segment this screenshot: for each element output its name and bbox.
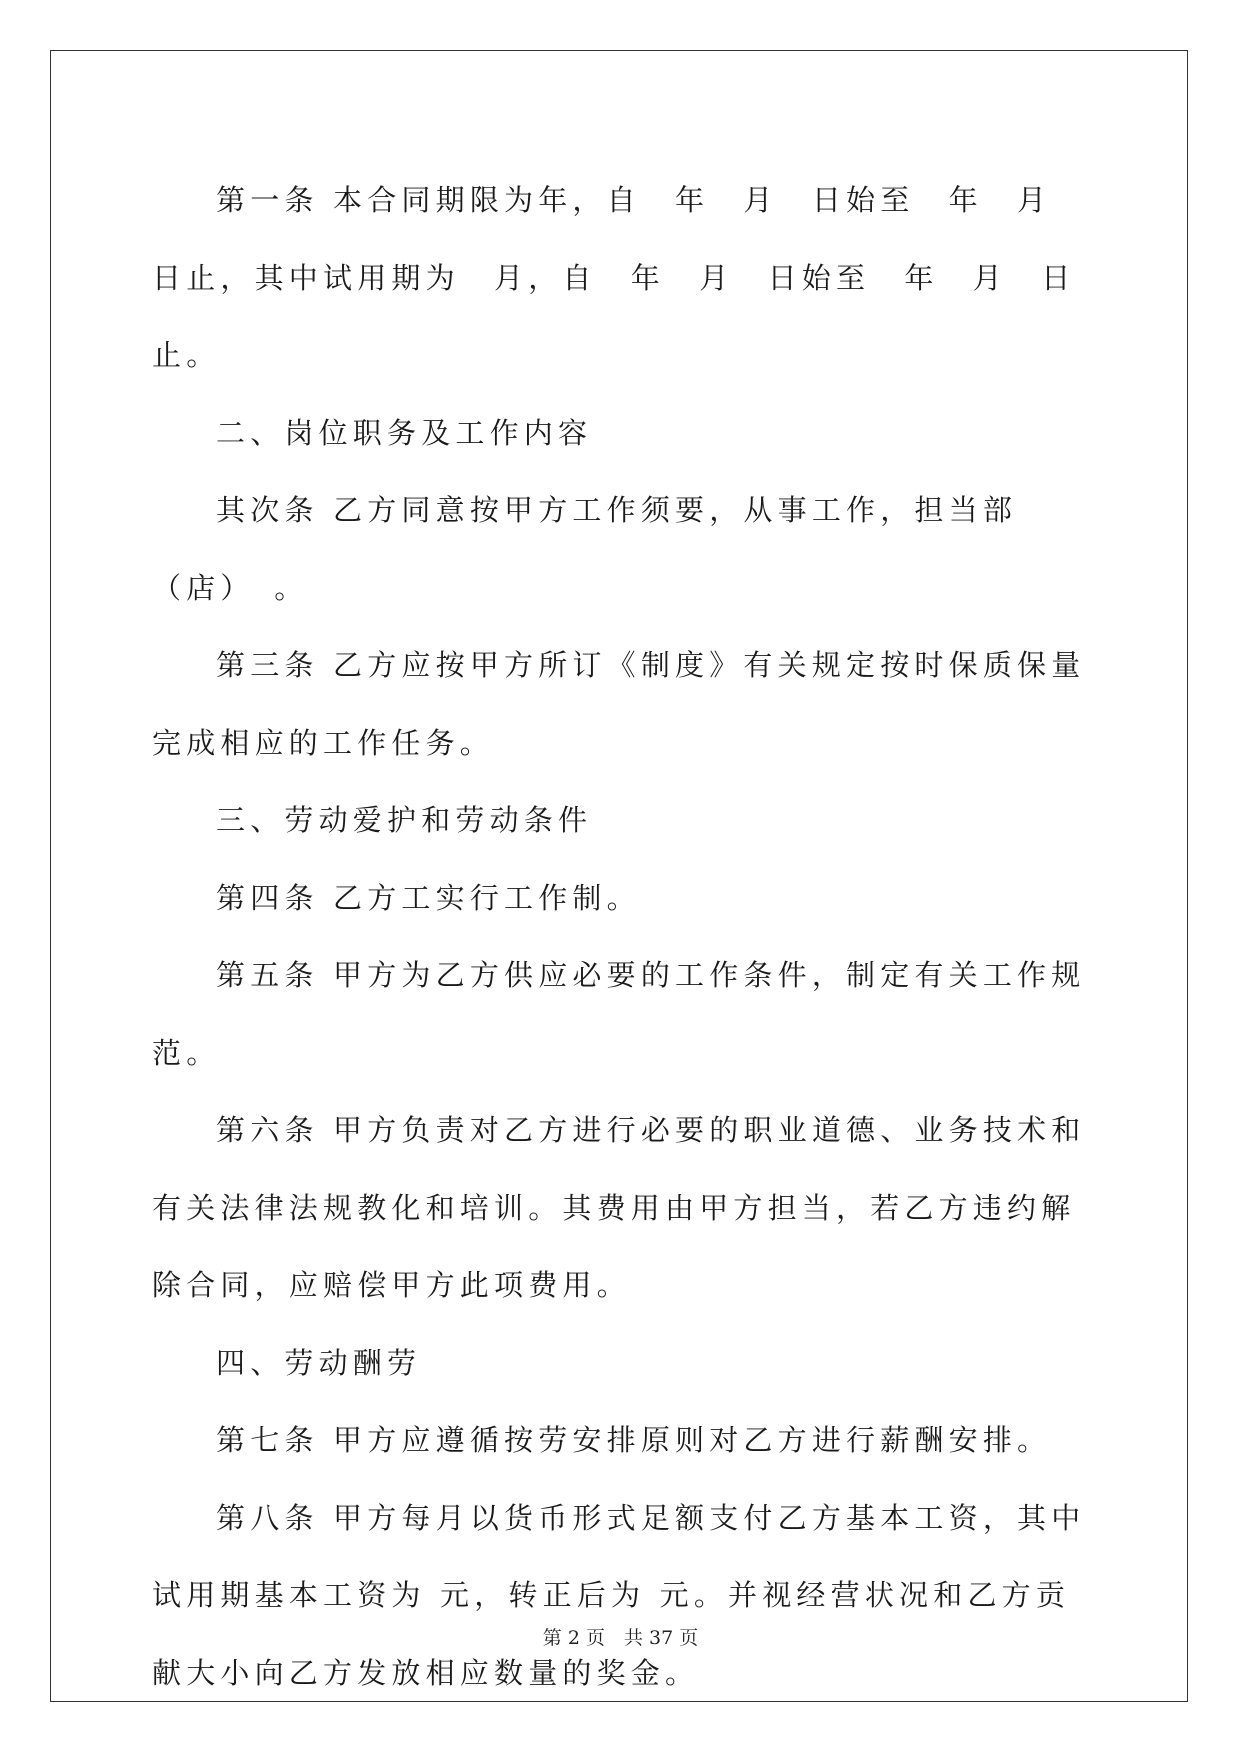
clause-5: 第五条 甲方为乙方供应必要的工作条件，制定有关工作规范。 — [152, 958, 1086, 1070]
clause-3: 第三条 乙方应按甲方所订《制度》有关规定按时保质保量完成相应的工作任务。 — [152, 648, 1086, 760]
section-heading-4: 四、劳动酬劳 — [216, 1345, 422, 1380]
clause-2: 其次条 乙方同意按甲方工作须要，从事工作，担当部（店） 。 — [152, 493, 1018, 605]
clause-8: 第八条 甲方每月以货币形式足额支付乙方基本工资，其中试用期基本工资为 元，转正后为 元。并视经营状况和乙方贡献大小向乙方发放相应数量的奖金。 — [152, 1500, 1086, 1690]
clause-1: 第一条 本合同期限为年，自 年 月 日始至 年 月 日止，其中试用期为 月，自 年 月 日始至 年 月 日 止。 — [152, 183, 1090, 372]
clause-4: 第四条 乙方工实行工作制。 — [216, 880, 641, 915]
section-heading-3: 三、劳动爱护和劳动条件 — [216, 803, 593, 837]
clause-7: 第七条 甲方应遵循按劳安排原则对乙方进行薪酬安排。 — [216, 1423, 1052, 1457]
clause-6: 第六条 甲方负责对乙方进行必要的职业道德、业务技术和有关法律法规教化和培训。其费用由甲方担当，若乙方违约解除合同，应赔偿甲方此项费用。 — [152, 1113, 1086, 1302]
section-heading-2: 二、岗位职务及工作内容 — [216, 415, 593, 450]
document-body — [152, 162, 1090, 1712]
page-number-footer: 第 2 页 共 37 页 — [542, 1627, 699, 1649]
